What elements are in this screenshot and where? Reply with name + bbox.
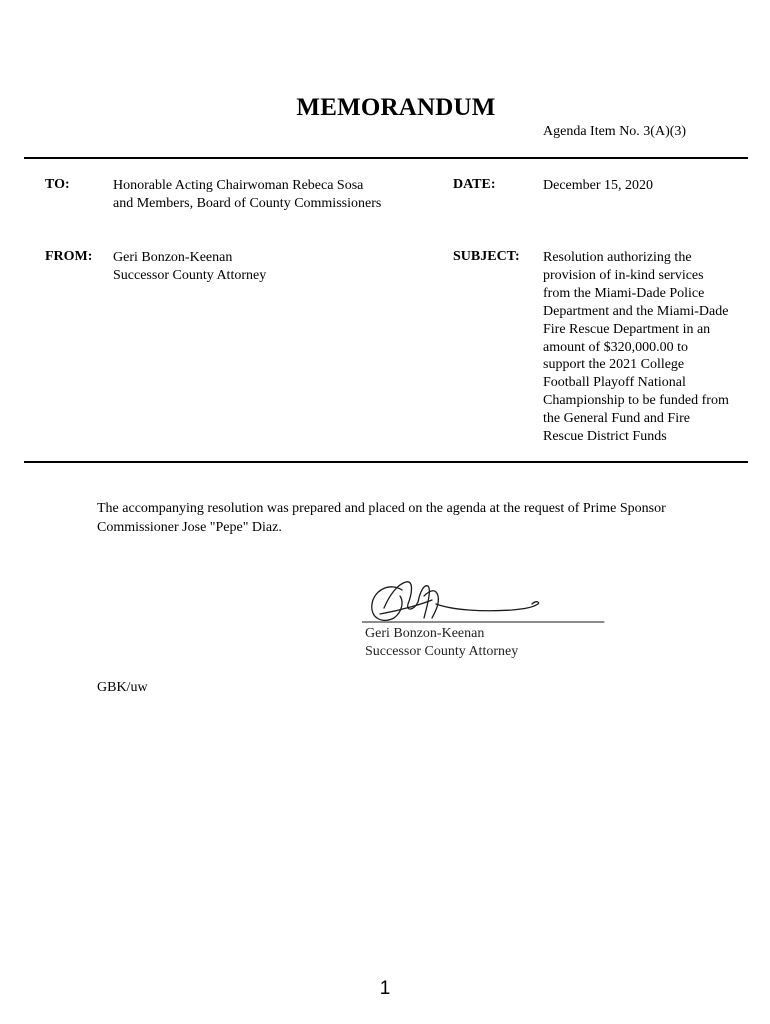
bottom-divider — [24, 461, 748, 463]
memo-body — [97, 500, 737, 537]
subject-line: support the 2021 College — [543, 357, 685, 373]
from-label: FROM: — [45, 249, 93, 264]
subject-line: the General Fund and Fire — [543, 411, 690, 427]
agenda-item-number: Agenda Item No. 3(A)(3) — [543, 124, 687, 139]
body-line-1: The accompanying resolution was prepared and placed on the agenda at the request of Prime Sponsor — [97, 501, 666, 516]
to-label: TO: — [45, 177, 70, 192]
subject-line: Resolution authorizing the — [543, 250, 692, 265]
to-recipient — [113, 177, 381, 212]
subject-line: Fire Rescue Department in an — [543, 321, 711, 337]
top-divider — [24, 157, 748, 159]
subject-label: SUBJECT: — [453, 249, 520, 264]
date-label: DATE: — [453, 177, 496, 192]
signature-icon — [362, 574, 612, 632]
subject-line: Championship to be funded from — [543, 393, 729, 409]
typist-initials: GBK/uw — [97, 680, 148, 695]
signatory-name: Geri Bonzon-Keenan — [365, 626, 485, 641]
handwritten-signature — [362, 574, 612, 632]
from-line-2: Successor County Attorney — [113, 267, 267, 283]
from-line-1: Geri Bonzon-Keenan — [113, 250, 233, 265]
page-number: 1 — [379, 978, 391, 999]
subject-line: Football Playoff National — [543, 375, 686, 391]
date-value: December 15, 2020 — [543, 178, 654, 193]
subject-line: amount of $320,000.00 to — [543, 339, 689, 355]
signatory-title: Successor County Attorney — [365, 644, 519, 659]
subject-line: Rescue District Funds — [543, 429, 667, 445]
to-line-2: and Members, Board of County Commissioners — [113, 195, 382, 211]
to-line-1: Honorable Acting Chairwoman Rebeca Sosa — [113, 178, 364, 193]
subject-text — [543, 249, 749, 446]
from-sender — [113, 249, 266, 284]
subject-line: provision of in-kind services — [543, 267, 704, 283]
subject-line: Department and the Miami-Dade — [543, 303, 729, 319]
body-line-2: Commissioner Jose "Pepe" Diaz. — [97, 519, 282, 535]
memo-title: MEMORANDUM — [296, 94, 496, 121]
subject-line: from the Miami-Dade Police — [543, 285, 705, 301]
